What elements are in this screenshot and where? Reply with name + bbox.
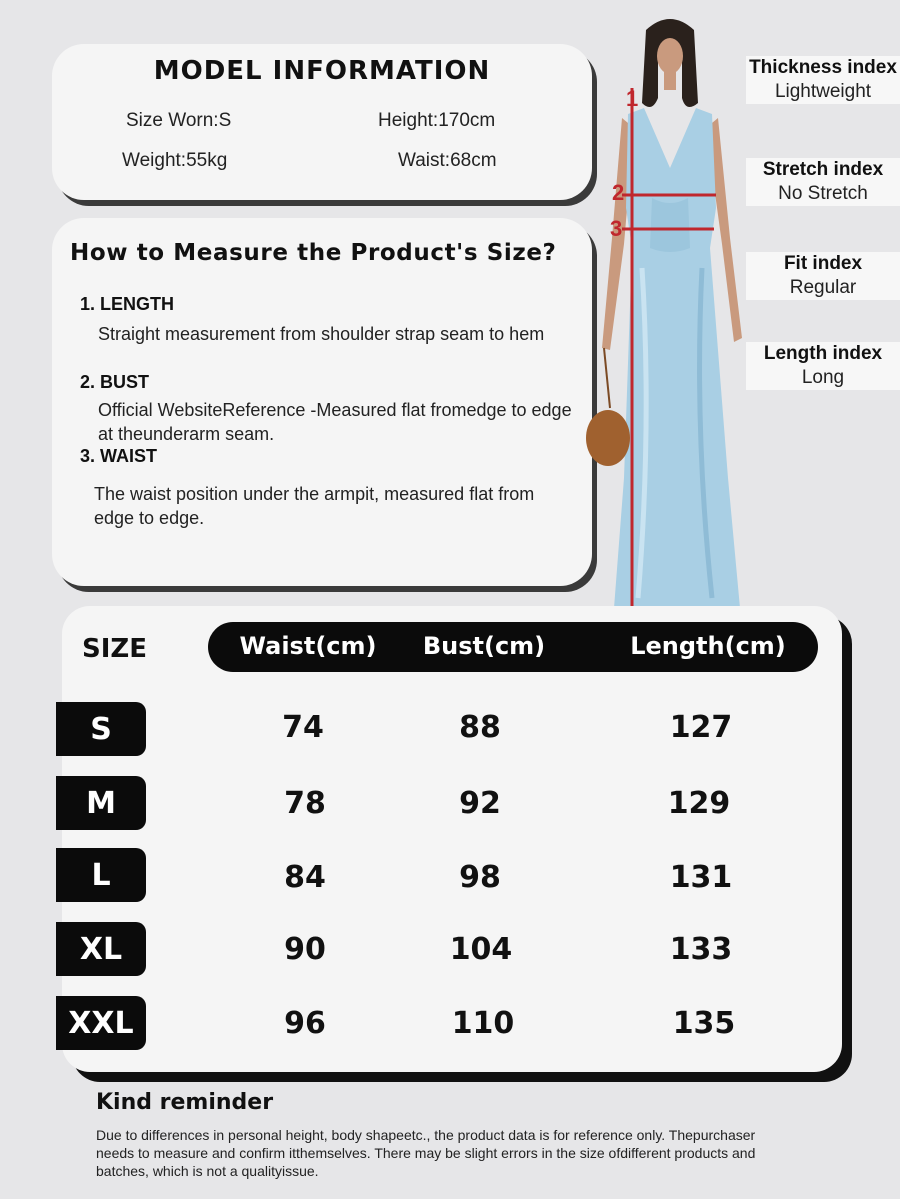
measure-item-waist-desc: The waist position under the armpit, measured flat from edge to edge. — [94, 484, 535, 528]
bust-cell-s: 88 — [459, 710, 501, 745]
length-cell-m: 129 — [667, 786, 731, 821]
bust-cell-xxl: 110 — [451, 1006, 515, 1041]
length-cell-s: 127 — [669, 710, 733, 745]
bust-cell-m: 92 — [459, 786, 501, 821]
thickness-index-label: Thickness index — [749, 57, 897, 78]
size-chart-card — [62, 606, 842, 1072]
fit-index — [746, 252, 900, 300]
measure-guide-card — [52, 218, 592, 586]
bust-cell-xl: 104 — [449, 932, 513, 967]
thickness-index — [746, 56, 900, 104]
length-cell-l: 131 — [669, 860, 733, 895]
waist-text: Waist:68cm — [398, 150, 497, 171]
marker-1: 1 — [626, 86, 639, 111]
fit-index-value: Regular — [789, 277, 857, 298]
reminder-title: Kind reminder — [96, 1090, 274, 1115]
marker-3: 3 — [610, 216, 623, 241]
size-badge-l: L — [56, 848, 146, 902]
length-index — [746, 342, 900, 390]
measure-guide-title: How to Measure the Product's Size? — [70, 240, 557, 266]
fit-index-label: Fit index — [783, 253, 863, 274]
length-index-label: Length index — [763, 343, 883, 364]
waist-cell-xl: 90 — [284, 932, 326, 967]
model-figure — [582, 8, 754, 620]
size-badge-s: S — [56, 702, 146, 756]
model-illustration — [582, 8, 754, 620]
bust-column-header: Bust(cm) — [422, 632, 546, 660]
marker-2: 2 — [612, 180, 625, 205]
size-column-label: SIZE — [82, 634, 148, 664]
waist-column-header: Waist(cm) — [239, 632, 377, 660]
height-text: Height:170cm — [378, 110, 496, 131]
waist-cell-m: 78 — [284, 786, 326, 821]
weight-text: Weight:55kg — [122, 150, 228, 171]
size-chart-header — [208, 622, 818, 672]
measure-item-waist-heading: 3. WAIST — [80, 446, 158, 466]
size-worn-text: Size Worn:S — [126, 110, 232, 131]
waist-cell-xxl: 96 — [284, 1006, 326, 1041]
model-information-title: MODEL INFORMATION — [153, 56, 491, 86]
thickness-index-value: Lightweight — [774, 81, 872, 102]
size-badge-m: M — [56, 776, 146, 830]
length-cell-xxl: 135 — [672, 1006, 736, 1041]
stretch-index-value: No Stretch — [778, 183, 868, 204]
model-information-card — [52, 44, 592, 200]
bust-cell-l: 98 — [459, 860, 501, 895]
length-index-value: Long — [801, 367, 845, 388]
measure-item-bust-desc: Official WebsiteReference -Measured flat fromedge to edge at theunderarm seam. — [98, 400, 572, 444]
size-badge-xxl: XXL — [56, 996, 146, 1050]
size-badge-xl: XL — [56, 922, 146, 976]
measure-item-bust-heading: 2. BUST — [80, 372, 150, 392]
length-column-header: Length(cm) — [630, 632, 786, 660]
waist-cell-s: 74 — [282, 710, 324, 745]
measure-item-length-desc: Straight measurement from shoulder strap seam to hem — [98, 324, 545, 344]
waist-cell-l: 84 — [284, 860, 326, 895]
length-cell-xl: 133 — [669, 932, 733, 967]
stretch-index — [746, 158, 900, 206]
reminder-text: Due to differences in personal height, body shapeetc., the product data is for reference only. Thepurchaser needs to measure and confirm itthemselves. There may be slight errors in the size ofdifferent products and batches, which is not a qualityissue. — [96, 1127, 756, 1179]
stretch-index-label: Stretch index — [762, 159, 884, 180]
measure-item-length-heading: 1. LENGTH — [80, 294, 175, 314]
